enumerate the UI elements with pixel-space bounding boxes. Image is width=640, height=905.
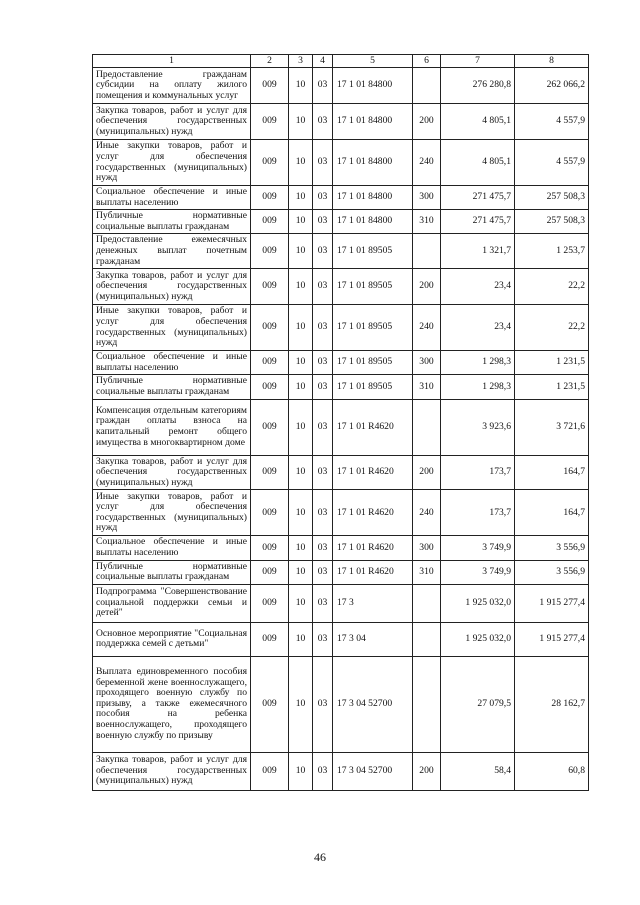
- cell-amount-year2: 4 557,9: [515, 104, 589, 140]
- cell-section: 10: [289, 68, 313, 104]
- cell-amount-year2: 257 508,3: [515, 210, 589, 234]
- cell-expense-type: [413, 399, 441, 455]
- cell-ministry: 009: [251, 210, 289, 234]
- cell-expense-type: 310: [413, 560, 441, 584]
- cell-section: 10: [289, 186, 313, 210]
- table-header-row: [93, 55, 589, 68]
- table-row: [93, 351, 589, 375]
- table-row: [93, 560, 589, 584]
- row-name: Предоставление ежемесячных денежных выплат почетным гражданам: [93, 234, 251, 269]
- row-name: Выплата единовременного пособия беременной жене военнослужащего, проходящего военную службу по призыву, а также ежемесячного пособия на ребенка военнослужащего, проходящего военную службу по призыву: [93, 656, 251, 752]
- table-row: [93, 140, 589, 186]
- cell-target-article: 17 3 04 52700: [333, 656, 413, 752]
- cell-subsection: 03: [313, 375, 333, 399]
- cell-section: 10: [289, 536, 313, 560]
- cell-amount-year1: 1 321,7: [441, 234, 515, 269]
- cell-amount-year2: 22,2: [515, 305, 589, 351]
- cell-subsection: 03: [313, 584, 333, 622]
- cell-expense-type: [413, 622, 441, 656]
- cell-subsection: 03: [313, 622, 333, 656]
- cell-amount-year1: 173,7: [441, 490, 515, 536]
- cell-section: 10: [289, 375, 313, 399]
- row-name: Закупка товаров, работ и услуг для обеспечения государственных (муниципальных) нужд: [93, 269, 251, 305]
- column-header-4: 4: [313, 55, 333, 68]
- cell-ministry: 009: [251, 351, 289, 375]
- cell-target-article: 17 3 04: [333, 622, 413, 656]
- cell-amount-year2: 257 508,3: [515, 186, 589, 210]
- cell-section: 10: [289, 305, 313, 351]
- cell-expense-type: [413, 584, 441, 622]
- row-name: Иные закупки товаров, работ и услуг для обеспечения государственных (муниципальных) нужд: [93, 490, 251, 536]
- cell-ministry: 009: [251, 752, 289, 790]
- cell-subsection: 03: [313, 490, 333, 536]
- column-header-8: 8: [515, 55, 589, 68]
- cell-target-article: 17 1 01 89505: [333, 351, 413, 375]
- cell-target-article: 17 1 01 R4620: [333, 455, 413, 490]
- cell-expense-type: 240: [413, 140, 441, 186]
- cell-section: 10: [289, 656, 313, 752]
- cell-subsection: 03: [313, 140, 333, 186]
- cell-amount-year2: 28 162,7: [515, 656, 589, 752]
- cell-ministry: 009: [251, 584, 289, 622]
- cell-expense-type: [413, 656, 441, 752]
- cell-amount-year1: 3 749,9: [441, 536, 515, 560]
- cell-amount-year2: 262 066,2: [515, 68, 589, 104]
- column-header-5: 5: [333, 55, 413, 68]
- cell-target-article: 17 1 01 R4620: [333, 536, 413, 560]
- cell-section: 10: [289, 210, 313, 234]
- cell-amount-year2: 1 915 277,4: [515, 622, 589, 656]
- cell-amount-year2: 1 915 277,4: [515, 584, 589, 622]
- row-name: Закупка товаров, работ и услуг для обеспечения государственных (муниципальных) нужд: [93, 752, 251, 790]
- row-name: Публичные нормативные социальные выплаты гражданам: [93, 560, 251, 584]
- column-header-2: 2: [251, 55, 289, 68]
- cell-section: 10: [289, 622, 313, 656]
- cell-expense-type: 200: [413, 455, 441, 490]
- cell-section: 10: [289, 104, 313, 140]
- cell-amount-year1: 271 475,7: [441, 210, 515, 234]
- table-row: [93, 210, 589, 234]
- cell-subsection: 03: [313, 305, 333, 351]
- cell-target-article: 17 1 01 R4620: [333, 490, 413, 536]
- cell-target-article: 17 1 01 R4620: [333, 399, 413, 455]
- cell-expense-type: 300: [413, 536, 441, 560]
- row-name: Публичные нормативные социальные выплаты гражданам: [93, 210, 251, 234]
- cell-expense-type: 200: [413, 752, 441, 790]
- cell-target-article: 17 1 01 84800: [333, 104, 413, 140]
- table-row: [93, 186, 589, 210]
- cell-target-article: 17 1 01 84800: [333, 140, 413, 186]
- cell-subsection: 03: [313, 234, 333, 269]
- cell-section: 10: [289, 351, 313, 375]
- cell-expense-type: 200: [413, 104, 441, 140]
- page-number: 46: [314, 850, 326, 864]
- cell-expense-type: 200: [413, 269, 441, 305]
- cell-ministry: 009: [251, 305, 289, 351]
- row-name: Закупка товаров, работ и услуг для обеспечения государственных (муниципальных) нужд: [93, 455, 251, 490]
- table-row: [93, 536, 589, 560]
- cell-amount-year1: 3 923,6: [441, 399, 515, 455]
- cell-amount-year1: 173,7: [441, 455, 515, 490]
- cell-ministry: 009: [251, 656, 289, 752]
- cell-ministry: 009: [251, 186, 289, 210]
- cell-subsection: 03: [313, 104, 333, 140]
- row-name: Публичные нормативные социальные выплаты гражданам: [93, 375, 251, 399]
- row-name: Подпрограмма "Совершенствование социальной поддержки семьи и детей": [93, 584, 251, 622]
- cell-amount-year1: 58,4: [441, 752, 515, 790]
- cell-amount-year1: 3 749,9: [441, 560, 515, 584]
- cell-expense-type: [413, 68, 441, 104]
- cell-subsection: 03: [313, 536, 333, 560]
- column-header-1: 1: [93, 55, 251, 68]
- row-name: Основное мероприятие "Социальная поддержка семей с детьми": [93, 622, 251, 656]
- cell-section: 10: [289, 234, 313, 269]
- cell-amount-year2: 60,8: [515, 752, 589, 790]
- row-name: Социальное обеспечение и иные выплаты населению: [93, 351, 251, 375]
- cell-amount-year1: 23,4: [441, 305, 515, 351]
- cell-target-article: 17 3 04 52700: [333, 752, 413, 790]
- cell-amount-year1: 1 925 032,0: [441, 622, 515, 656]
- cell-ministry: 009: [251, 104, 289, 140]
- cell-section: 10: [289, 560, 313, 584]
- cell-ministry: 009: [251, 140, 289, 186]
- cell-section: 10: [289, 269, 313, 305]
- row-name: Компенсация отдельным категориям граждан оплаты взноса на капитальный ремонт общего имущества в многоквартирном доме: [93, 399, 251, 455]
- cell-subsection: 03: [313, 399, 333, 455]
- cell-ministry: 009: [251, 375, 289, 399]
- cell-ministry: 009: [251, 536, 289, 560]
- cell-amount-year1: 1 298,3: [441, 351, 515, 375]
- table-row: [93, 68, 589, 104]
- cell-target-article: 17 1 01 84800: [333, 186, 413, 210]
- cell-section: 10: [289, 140, 313, 186]
- table-row: [93, 752, 589, 790]
- table-row: [93, 104, 589, 140]
- cell-expense-type: 310: [413, 210, 441, 234]
- cell-section: 10: [289, 584, 313, 622]
- cell-subsection: 03: [313, 269, 333, 305]
- cell-amount-year2: 3 556,9: [515, 536, 589, 560]
- table-row: [93, 584, 589, 622]
- table-row: [93, 399, 589, 455]
- cell-subsection: 03: [313, 351, 333, 375]
- cell-ministry: 009: [251, 560, 289, 584]
- cell-target-article: 17 1 01 89505: [333, 234, 413, 269]
- cell-expense-type: 300: [413, 351, 441, 375]
- budget-table-page: [92, 54, 588, 791]
- row-name: Социальное обеспечение и иные выплаты населению: [93, 186, 251, 210]
- cell-subsection: 03: [313, 656, 333, 752]
- cell-amount-year1: 27 079,5: [441, 656, 515, 752]
- cell-amount-year1: 276 280,8: [441, 68, 515, 104]
- table-row: [93, 455, 589, 490]
- column-header-6: 6: [413, 55, 441, 68]
- cell-ministry: 009: [251, 269, 289, 305]
- cell-ministry: 009: [251, 399, 289, 455]
- cell-amount-year1: 4 805,1: [441, 104, 515, 140]
- cell-subsection: 03: [313, 68, 333, 104]
- cell-ministry: 009: [251, 455, 289, 490]
- cell-target-article: 17 1 01 89505: [333, 375, 413, 399]
- cell-expense-type: 300: [413, 186, 441, 210]
- cell-expense-type: 240: [413, 490, 441, 536]
- cell-amount-year1: 271 475,7: [441, 186, 515, 210]
- cell-target-article: 17 1 01 89505: [333, 305, 413, 351]
- cell-amount-year2: 4 557,9: [515, 140, 589, 186]
- cell-ministry: 009: [251, 490, 289, 536]
- cell-subsection: 03: [313, 752, 333, 790]
- table-row: [93, 656, 589, 752]
- cell-expense-type: [413, 234, 441, 269]
- cell-subsection: 03: [313, 186, 333, 210]
- cell-amount-year1: 4 805,1: [441, 140, 515, 186]
- table-row: [93, 375, 589, 399]
- cell-section: 10: [289, 455, 313, 490]
- row-name: Социальное обеспечение и иные выплаты населению: [93, 536, 251, 560]
- table-body: [93, 68, 589, 791]
- cell-subsection: 03: [313, 455, 333, 490]
- budget-table: [92, 54, 589, 791]
- row-name: Предоставление гражданам субсидии на оплату жилого помещения и коммунальных услуг: [93, 68, 251, 104]
- cell-amount-year1: 1 925 032,0: [441, 584, 515, 622]
- cell-expense-type: 310: [413, 375, 441, 399]
- table-row: [93, 234, 589, 269]
- row-name: Иные закупки товаров, работ и услуг для обеспечения государственных (муниципальных) нужд: [93, 140, 251, 186]
- cell-target-article: 17 1 01 84800: [333, 68, 413, 104]
- table-row: [93, 490, 589, 536]
- cell-amount-year2: 3 556,9: [515, 560, 589, 584]
- table-row: [93, 622, 589, 656]
- cell-amount-year1: 23,4: [441, 269, 515, 305]
- cell-amount-year2: 164,7: [515, 490, 589, 536]
- cell-target-article: 17 1 01 89505: [333, 269, 413, 305]
- cell-amount-year1: 1 298,3: [441, 375, 515, 399]
- table-row: [93, 305, 589, 351]
- cell-amount-year2: 1 231,5: [515, 351, 589, 375]
- cell-target-article: 17 1 01 84800: [333, 210, 413, 234]
- cell-target-article: 17 1 01 R4620: [333, 560, 413, 584]
- cell-amount-year2: 1 231,5: [515, 375, 589, 399]
- cell-ministry: 009: [251, 68, 289, 104]
- cell-section: 10: [289, 399, 313, 455]
- cell-subsection: 03: [313, 210, 333, 234]
- row-name: Иные закупки товаров, работ и услуг для обеспечения государственных (муниципальных) нужд: [93, 305, 251, 351]
- cell-amount-year2: 164,7: [515, 455, 589, 490]
- cell-expense-type: 240: [413, 305, 441, 351]
- cell-amount-year2: 22,2: [515, 269, 589, 305]
- table-row: [93, 269, 589, 305]
- cell-target-article: 17 3: [333, 584, 413, 622]
- cell-amount-year2: 1 253,7: [515, 234, 589, 269]
- cell-section: 10: [289, 752, 313, 790]
- row-name: Закупка товаров, работ и услуг для обеспечения государственных (муниципальных) нужд: [93, 104, 251, 140]
- cell-ministry: 009: [251, 234, 289, 269]
- column-header-7: 7: [441, 55, 515, 68]
- cell-amount-year2: 3 721,6: [515, 399, 589, 455]
- column-header-3: 3: [289, 55, 313, 68]
- cell-section: 10: [289, 490, 313, 536]
- cell-subsection: 03: [313, 560, 333, 584]
- cell-ministry: 009: [251, 622, 289, 656]
